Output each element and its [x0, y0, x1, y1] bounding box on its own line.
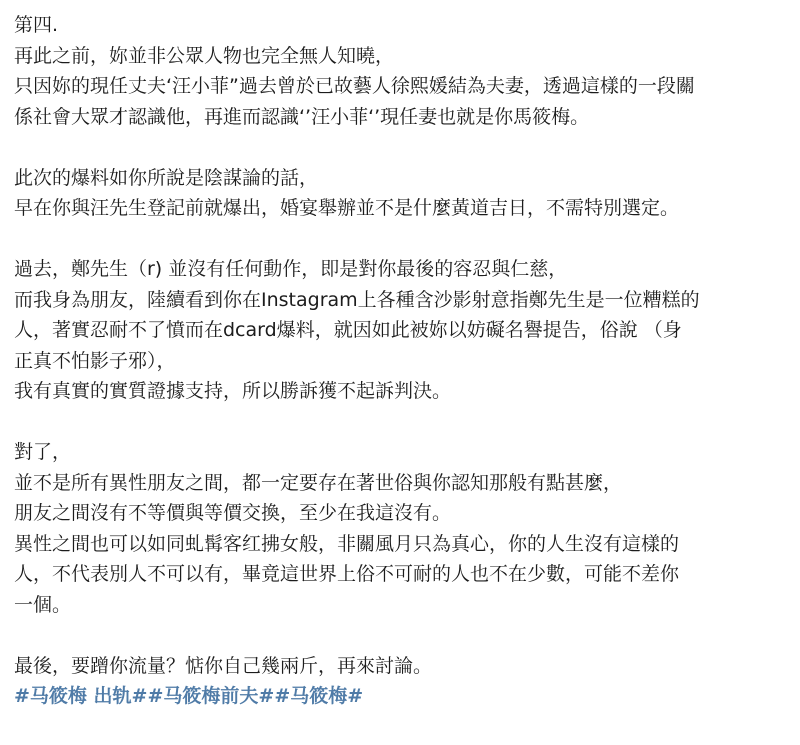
paragraph-spacer	[14, 407, 790, 438]
hashtag-link[interactable]: #马筱梅#	[274, 685, 364, 707]
text-line: 人，著實忍耐不了憤而在dcard爆料，就因如此被妳以妨礙名譽提告，俗說 （身	[14, 319, 682, 341]
text-line: 早在你與汪先生登記前就爆出，婚宴舉辦並不是什麼黃道吉日，不需特別選定。	[14, 197, 680, 219]
paragraph-1	[14, 41, 790, 133]
text-line: 此次的爆料如你所說是陰謀論的話，	[14, 166, 319, 189]
text-line: 我有真實的實質證據支持，所以勝訴獲不起訴判決。	[14, 380, 452, 402]
post-heading: 第四.	[14, 14, 59, 36]
hashtag-row	[14, 681, 790, 711]
text-line: 過去，鄭先生（r) 並沒有任何動作，即是對你最後的容忍與仁慈，	[14, 258, 568, 280]
paragraph-4	[14, 437, 790, 620]
text-line: 正真不怕影子邪），	[14, 349, 176, 372]
paragraph-spacer	[14, 620, 790, 651]
text-line: 再此之前，妳並非公眾人物也完全無人知曉，	[14, 44, 395, 67]
text-line: 並不是所有異性朋友之間，都一定要存在著世俗與你認知那般有點甚麼，	[14, 471, 623, 494]
hashtag-link[interactable]: #马筱梅 出轨#	[14, 685, 148, 707]
text-line: 只因妳的現任丈夫‘汪小菲”過去曾於已故藝人徐熙媛結為夫妻，透過這樣的一段關	[14, 75, 695, 97]
paragraph-spacer	[14, 224, 790, 255]
paragraph-3	[14, 254, 790, 407]
text-line: 人，不代表別人不可以有，畢竟這世界上俗不可耐的人也不在少數，可能不差你	[14, 563, 680, 585]
text-line: 朋友之間沒有不等價與等價交換，至少在我這沒有。	[14, 502, 452, 524]
text-line: 對了，	[14, 441, 72, 463]
paragraph-5	[14, 651, 790, 682]
text-line: 係社會大眾才認識他，再進而認識‘’汪小菲‘’現任妻也就是你馬筱梅。	[14, 105, 590, 128]
paragraph-2	[14, 163, 790, 224]
post-body	[14, 10, 790, 711]
paragraph-spacer	[14, 132, 790, 163]
text-line: 而我身為朋友，陸續看到你在Instagram上各種含沙影射意指鄭先生是一位糟糕的	[14, 288, 700, 311]
text-line: 異性之間也可以如同虬髯客红拂女般，非關風月只為真心，你的人生沒有這樣的	[14, 532, 680, 555]
hashtag-link[interactable]: #马筱梅前夫#	[147, 685, 275, 707]
text-line: 一個。	[14, 593, 72, 616]
text-line: 最後，要蹭你流量？惦你自己幾兩斤，再來討論。	[14, 654, 433, 677]
